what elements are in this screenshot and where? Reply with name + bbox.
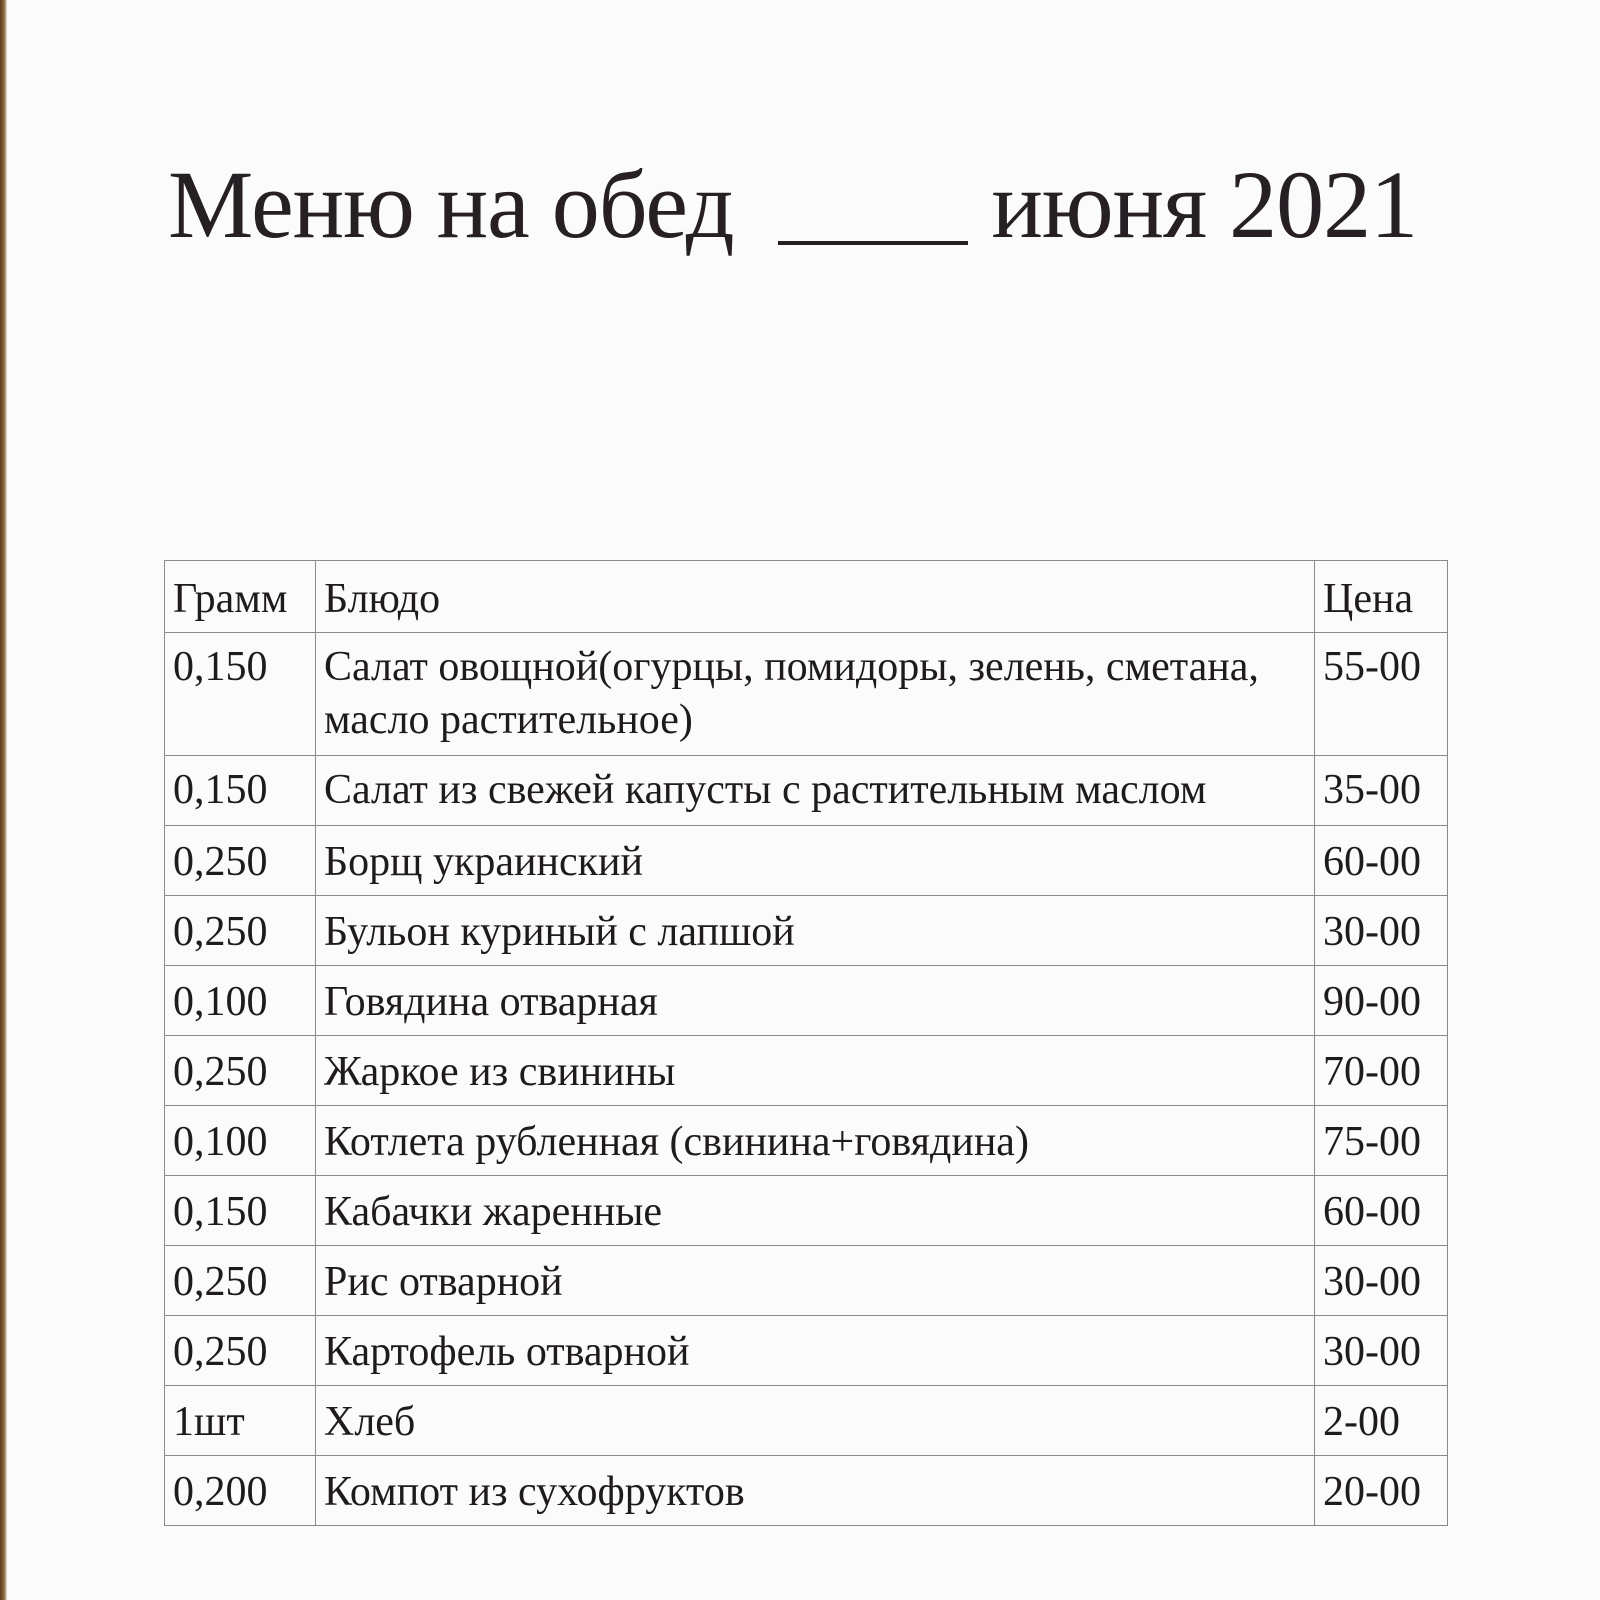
table-row (165, 826, 1448, 896)
cell-gram: 0,100 (165, 1106, 316, 1176)
cell-price: 30-00 (1315, 1246, 1448, 1316)
table-row (165, 896, 1448, 966)
cell-dish: Котлета рубленная (свинина+говядина) (316, 1106, 1315, 1176)
cell-dish: Бульон куриный с лапшой (316, 896, 1315, 966)
header-dish: Блюдо (316, 561, 1315, 633)
cell-dish: Компот из сухофруктов (316, 1456, 1315, 1526)
cell-gram: 0,250 (165, 826, 316, 896)
table-header-row (165, 561, 1448, 633)
header-price: Цена (1315, 561, 1448, 633)
cell-price: 30-00 (1315, 896, 1448, 966)
table-row (165, 1456, 1448, 1526)
cell-gram: 0,100 (165, 966, 316, 1036)
cell-gram: 1шт (165, 1386, 316, 1456)
menu-table (164, 560, 1448, 1526)
table-row (165, 1316, 1448, 1386)
cell-gram: 0,250 (165, 1036, 316, 1106)
cell-gram: 0,250 (165, 1316, 316, 1386)
cell-dish: Жаркое из свинины (316, 1036, 1315, 1106)
cell-price: 55-00 (1315, 633, 1448, 756)
cell-dish: Говядина отварная (316, 966, 1315, 1036)
title-prefix: Меню на обед (168, 151, 734, 258)
table-row (165, 756, 1448, 826)
cell-price: 20-00 (1315, 1456, 1448, 1526)
table-row (165, 1036, 1448, 1106)
table-row (165, 1386, 1448, 1456)
cell-gram: 0,150 (165, 1176, 316, 1246)
header-gram: Грамм (165, 561, 316, 633)
table-row (165, 1106, 1448, 1176)
paper-edge (0, 0, 7, 1600)
table-row (165, 633, 1448, 756)
page-title (168, 150, 1417, 260)
cell-dish: Картофель отварной (316, 1316, 1315, 1386)
cell-gram: 0,250 (165, 1246, 316, 1316)
cell-gram: 0,250 (165, 896, 316, 966)
date-blank-line (778, 241, 968, 245)
cell-dish: Хлеб (316, 1386, 1315, 1456)
cell-price: 35-00 (1315, 756, 1448, 826)
table-row (165, 1246, 1448, 1316)
cell-price: 75-00 (1315, 1106, 1448, 1176)
cell-price: 70-00 (1315, 1036, 1448, 1106)
table-row (165, 966, 1448, 1036)
cell-price: 60-00 (1315, 1176, 1448, 1246)
table-row (165, 1176, 1448, 1246)
cell-dish: Рис отварной (316, 1246, 1315, 1316)
cell-price: 2-00 (1315, 1386, 1448, 1456)
cell-dish: Салат овощной(огурцы, помидоры, зелень, сметана, масло растительное) (316, 633, 1315, 756)
cell-price: 30-00 (1315, 1316, 1448, 1386)
cell-price: 90-00 (1315, 966, 1448, 1036)
cell-price: 60-00 (1315, 826, 1448, 896)
cell-gram: 0,150 (165, 633, 316, 756)
cell-gram: 0,150 (165, 756, 316, 826)
cell-gram: 0,200 (165, 1456, 316, 1526)
cell-dish: Салат из свежей капусты с растительным маслом (316, 756, 1315, 826)
cell-dish: Кабачки жаренные (316, 1176, 1315, 1246)
title-suffix: июня 2021 (991, 151, 1418, 258)
cell-dish: Борщ украинский (316, 826, 1315, 896)
